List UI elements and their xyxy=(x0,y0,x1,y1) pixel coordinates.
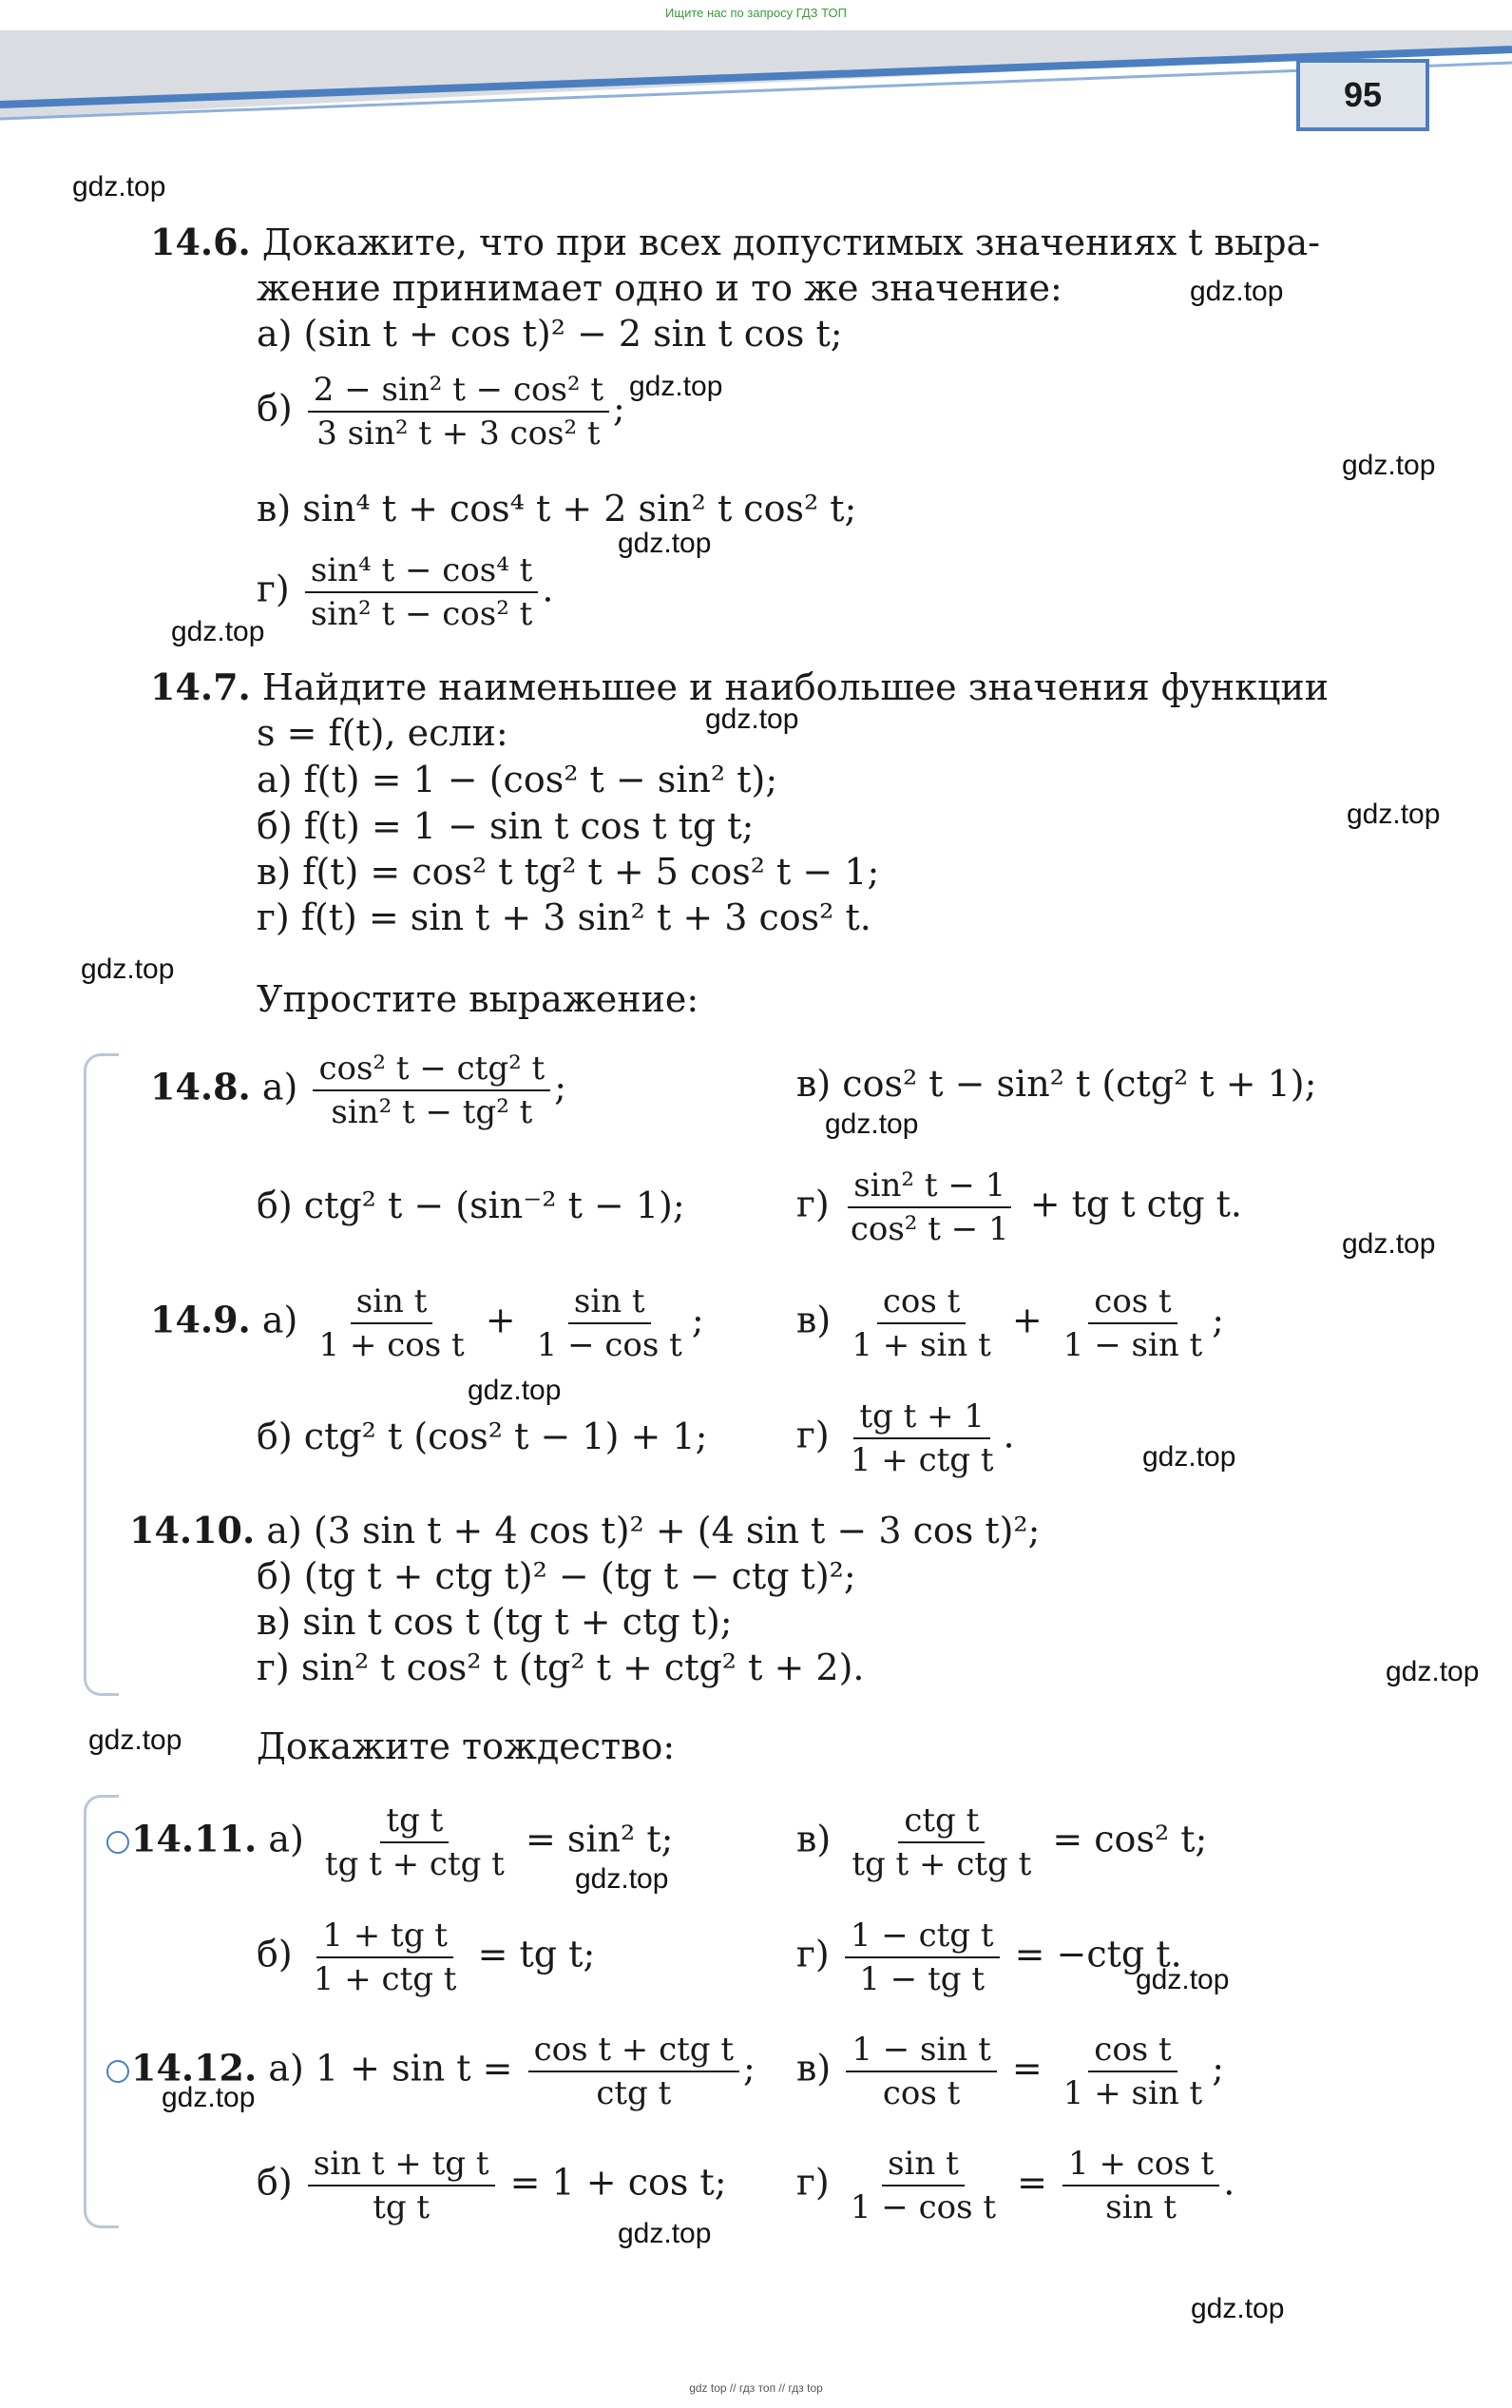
watermark: gdz.top xyxy=(618,528,712,559)
numerator: sin t xyxy=(882,2143,965,2186)
problem-number: 14.12. xyxy=(131,2046,258,2090)
numerator: cos t xyxy=(877,1281,966,1324)
item-label: г) xyxy=(796,1414,830,1456)
tail: . xyxy=(1003,1414,1015,1456)
watermark: gdz.top xyxy=(1342,1228,1436,1260)
fraction xyxy=(308,2143,495,2228)
numerator: sin² t − 1 xyxy=(848,1165,1011,1208)
item-label: г) xyxy=(796,1183,830,1225)
footer-note: gdz top // гдз топ // гдз top xyxy=(689,2381,823,2395)
tail: = −ctg t. xyxy=(1014,1933,1182,1975)
problem-number: 14.10. xyxy=(129,1509,256,1551)
watermark: gdz.top xyxy=(171,616,265,647)
group-bracket xyxy=(84,1053,119,1696)
fraction xyxy=(846,2029,996,2114)
section-heading: Докажите тождество: xyxy=(257,1725,676,1767)
denominator: 3 sin² t + 3 cos² t xyxy=(316,414,601,453)
problem-number: 14.9. xyxy=(150,1298,251,1341)
circle-marker-icon xyxy=(106,2060,129,2083)
denominator: tg t + ctg t xyxy=(324,1845,505,1883)
numerator: sin⁴ t − cos⁴ t xyxy=(305,549,538,593)
fraction xyxy=(319,1800,510,1885)
watermark: gdz.top xyxy=(618,2218,712,2249)
watermark: gdz.top xyxy=(825,1108,919,1140)
item-b: б) ctg² t − (sin⁻² t − 1); xyxy=(257,1185,685,1226)
watermark: gdz.top xyxy=(575,1863,669,1895)
watermark: gdz.top xyxy=(72,171,166,202)
denominator: sin² t − cos² t xyxy=(310,595,533,633)
denominator: 1 − cos t xyxy=(850,2188,996,2226)
numerator: 1 + tg t xyxy=(316,1915,453,1958)
fraction xyxy=(308,1915,463,2000)
problem-14-7-line1 xyxy=(150,665,1329,709)
item-label: б) xyxy=(257,2161,293,2204)
tail: ; xyxy=(1212,1299,1225,1341)
watermark: gdz.top xyxy=(1342,450,1436,481)
item-g xyxy=(257,549,553,635)
problem-text: Докажите, что при всех допустимых значениях t выра- xyxy=(261,222,1321,263)
problem-14-11-a xyxy=(106,1800,673,1885)
tail: ; xyxy=(554,1066,566,1108)
problem-number: 14.8. xyxy=(150,1065,251,1108)
numerator: 1 − sin t xyxy=(846,2029,996,2072)
watermark: gdz.top xyxy=(629,371,723,402)
problem-number: 14.6. xyxy=(150,221,251,263)
item-a: а) (sin t + cos t)² − 2 sin t cos t; xyxy=(257,313,843,355)
item-g xyxy=(796,1165,1242,1250)
tail: . xyxy=(1223,2161,1235,2204)
item-b xyxy=(257,1915,595,2000)
item-label: а) xyxy=(261,1299,298,1341)
operator: = xyxy=(1017,2161,1047,2204)
denominator: cos² t − 1 xyxy=(850,1210,1009,1248)
denominator: 1 + sin t xyxy=(1062,2074,1203,2112)
item-v: в) cos² t − sin² t (ctg² t + 1); xyxy=(796,1063,1317,1105)
item-v: в) f(t) = cos² t tg² t + 5 cos² t − 1; xyxy=(257,851,880,893)
item-b: б) f(t) = 1 − sin t cos t tg t; xyxy=(257,805,755,847)
operator: = xyxy=(1011,2047,1043,2090)
watermark: gdz.top xyxy=(1386,1656,1480,1687)
item-label: г) xyxy=(796,1933,830,1975)
fraction xyxy=(1062,2143,1219,2228)
numerator: tg t xyxy=(380,1800,449,1843)
tail: = 1 + cos t; xyxy=(509,2161,727,2204)
fraction xyxy=(305,549,538,635)
item-v xyxy=(796,1800,1207,1885)
item-label: б) xyxy=(257,387,293,430)
watermark: gdz.top xyxy=(1190,276,1284,307)
denominator: ctg t xyxy=(596,2074,672,2112)
denominator: 1 + sin t xyxy=(852,1326,991,1364)
denominator: tg t xyxy=(373,2188,431,2226)
item-b: б) (tg t + ctg t)² − (tg t − ctg t)²; xyxy=(257,1555,856,1597)
problem-14-10-a xyxy=(129,1509,1040,1552)
tail: ; xyxy=(691,1299,704,1341)
denominator: 1 + ctg t xyxy=(850,1441,994,1479)
page-banner xyxy=(0,29,1512,133)
fraction xyxy=(845,1396,1000,1481)
watermark: gdz.top xyxy=(1136,1964,1230,1995)
numerator: cos² t − ctg² t xyxy=(313,1048,550,1091)
watermark: gdz.top xyxy=(1347,799,1441,830)
operator: + xyxy=(485,1299,516,1341)
numerator: sin t + tg t xyxy=(308,2143,495,2186)
item-g xyxy=(796,2143,1234,2228)
denominator: 1 − sin t xyxy=(1062,1326,1203,1364)
problem-text: жение принимает одно и то же значение: xyxy=(257,267,1062,309)
numerator: sin t xyxy=(351,1281,433,1324)
item-label: в) xyxy=(796,1299,832,1341)
problem-14-6-line1 xyxy=(150,221,1320,264)
denominator: 1 + cos t xyxy=(318,1326,465,1364)
item-label: г) xyxy=(796,2161,830,2204)
fraction xyxy=(846,1281,996,1366)
item-b: б) ctg² t (cos² t − 1) + 1; xyxy=(257,1416,708,1457)
item-label: а) xyxy=(268,1818,304,1860)
item-label: а) 1 + sin t = xyxy=(268,2047,513,2090)
watermark: gdz.top xyxy=(1191,2293,1285,2324)
watermark: gdz.top xyxy=(468,1375,562,1406)
numerator: cos t xyxy=(1088,2029,1177,2072)
circle-marker-icon xyxy=(106,1831,129,1854)
page-number: 95 xyxy=(1296,59,1429,131)
item-v xyxy=(796,1281,1224,1366)
fraction xyxy=(531,1281,688,1366)
fraction xyxy=(1058,1281,1208,1366)
item-v: в) sin t cos t (tg t + ctg t); xyxy=(257,1601,733,1643)
denominator: cos t xyxy=(882,2074,961,2112)
problem-14-12-a xyxy=(106,2029,756,2114)
item-v: в) sin⁴ t + cos⁴ t + 2 sin² t cos² t; xyxy=(257,488,857,530)
problem-text: Найдите наименьшее и наибольшее значения функции xyxy=(261,666,1330,708)
item-g: г) sin² t cos² t (tg² t + ctg² t + 2). xyxy=(257,1647,865,1688)
fraction xyxy=(845,1915,1000,2000)
tail: + tg t ctg t. xyxy=(1029,1183,1242,1225)
item-label: в) xyxy=(796,2047,832,2090)
item-g xyxy=(796,1915,1182,2000)
fraction xyxy=(313,1281,469,1366)
numerator: ctg t xyxy=(898,1800,985,1843)
top-note: Ищите нас по запросу ГДЗ ТОП xyxy=(665,6,847,20)
problem-number: 14.7. xyxy=(150,665,251,708)
tail: = sin² t; xyxy=(525,1818,674,1860)
item-b xyxy=(257,2143,727,2228)
item-g: г) f(t) = sin t + 3 sin² t + 3 cos² t. xyxy=(257,896,871,938)
watermark: gdz.top xyxy=(88,1724,182,1756)
tail: . xyxy=(542,568,554,610)
watermark: gdz.top xyxy=(162,2082,256,2113)
numerator: cos t + ctg t xyxy=(528,2029,739,2072)
item-g xyxy=(796,1396,1015,1481)
tail: ; xyxy=(1212,2047,1225,2090)
numerator: sin t xyxy=(568,1281,651,1324)
item-label: в) xyxy=(796,1818,832,1860)
numerator: 1 − ctg t xyxy=(845,1915,1000,1958)
fraction xyxy=(845,2143,1002,2228)
denominator: 1 + ctg t xyxy=(313,1960,457,1998)
problem-number: 14.11. xyxy=(131,1817,258,1860)
item-label: г) xyxy=(257,568,290,610)
item-a: а) f(t) = 1 − (cos² t − sin² t); xyxy=(257,759,778,800)
numerator: 1 + cos t xyxy=(1062,2143,1219,2186)
tail: ; xyxy=(613,387,625,430)
operator: + xyxy=(1011,1299,1043,1341)
denominator: sin² t − tg² t xyxy=(331,1093,533,1131)
fraction xyxy=(846,1800,1037,1885)
numerator: tg t + 1 xyxy=(853,1396,990,1439)
denominator: 1 − cos t xyxy=(536,1326,682,1364)
item-b xyxy=(257,369,625,454)
problem-14-8-a xyxy=(150,1048,566,1133)
tail: = tg t; xyxy=(477,1933,596,1975)
item-label: а) xyxy=(261,1066,298,1108)
fraction xyxy=(845,1165,1015,1250)
numerator: cos t xyxy=(1088,1281,1177,1324)
item-v xyxy=(796,2029,1224,2114)
denominator: sin t xyxy=(1105,2188,1177,2226)
item-a: а) (3 sin t + 4 cos t)² + (4 sin t − 3 cos t)²; xyxy=(266,1510,1041,1551)
tail: = cos² t; xyxy=(1052,1818,1208,1860)
denominator: tg t + ctg t xyxy=(852,1845,1032,1883)
watermark: gdz.top xyxy=(705,703,799,735)
fraction xyxy=(1058,2029,1208,2114)
problem-14-9-a xyxy=(150,1281,704,1366)
fraction xyxy=(528,2029,739,2114)
problem-text: s = f(t), если: xyxy=(257,712,508,754)
watermark: gdz.top xyxy=(1142,1441,1236,1473)
numerator: 2 − sin² t − cos² t xyxy=(308,369,609,413)
section-heading: Упростите выражение: xyxy=(257,978,699,1020)
denominator: 1 − tg t xyxy=(859,1960,985,1998)
tail: ; xyxy=(743,2047,756,2090)
fraction xyxy=(308,369,609,454)
watermark: gdz.top xyxy=(81,954,175,985)
item-label: б) xyxy=(257,1933,293,1975)
fraction xyxy=(313,1048,550,1133)
